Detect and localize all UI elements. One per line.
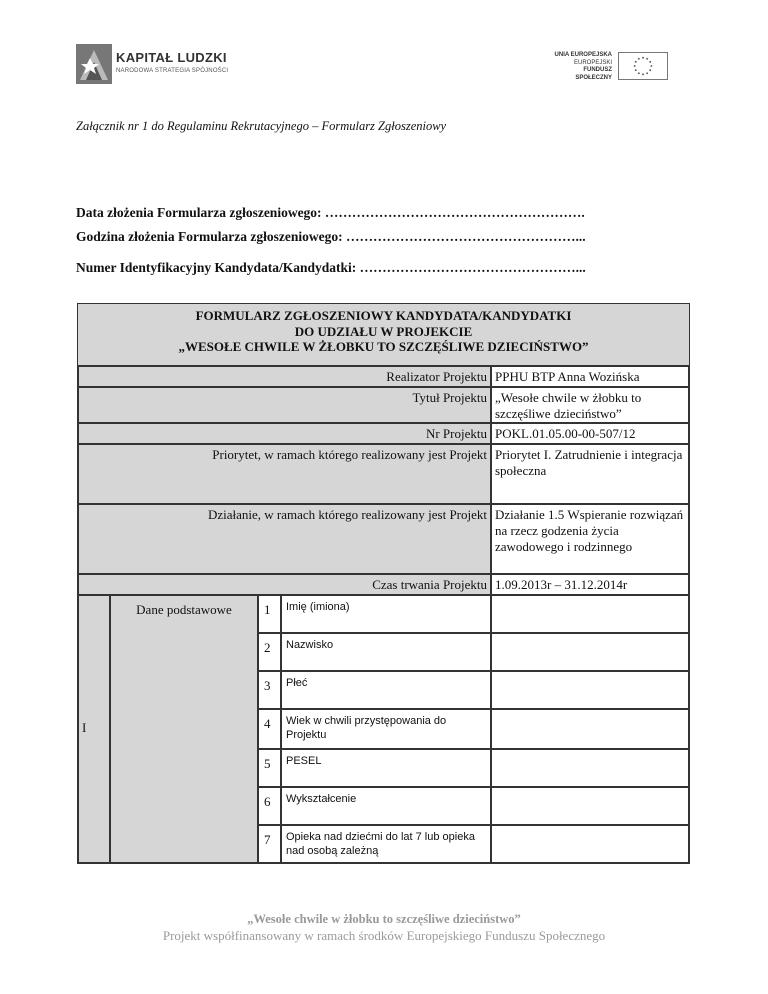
form-title	[78, 304, 689, 366]
annex-heading: Załącznik nr 1 do Regulaminu Rekrutacyjnego – Formularz Zgłoszeniowy	[76, 119, 447, 133]
project-row-label: Tytuł Projektu	[78, 387, 491, 423]
row-label: PESEL	[281, 749, 491, 787]
project-row-value: „Wesołe chwile w żłobku to szczęśliwe dzieciństwo”	[491, 387, 689, 423]
row-number: 2	[258, 633, 281, 671]
row-number: 4	[258, 709, 281, 749]
pesel-input[interactable]	[491, 749, 689, 787]
footer-project-title: „Wesołe chwile w żłobku to szczęśliwe dzieciństwo”	[247, 912, 521, 926]
project-row-value: POKL.01.05.00-00-507/12	[491, 423, 689, 444]
first-name-input[interactable]	[491, 595, 689, 633]
age-input[interactable]	[491, 709, 689, 749]
project-row-label: Działanie, w ramach którego realizowany jest Projekt	[78, 504, 491, 574]
row-label: Wykształcenie	[281, 787, 491, 825]
form-title-line3: „WESOŁE CHWILE W ŻŁOBKU TO SZCZĘŚLIWE DZIECIŃSTWO”	[178, 339, 589, 354]
row-label: Nazwisko	[281, 633, 491, 671]
section-title: Dane podstawowe	[110, 595, 258, 863]
row-label: Opieka nad dziećmi do lat 7 lub opieka nad osobą zależną	[281, 825, 491, 863]
candidate-id-line: Numer Identyfikacyjny Kandydata/Kandydatki: …………………………………………...	[76, 260, 586, 275]
eu-line2: EUROPEJSKI	[573, 59, 612, 66]
eu-logo-text	[548, 52, 612, 82]
project-row-label: Czas trwania Projektu	[78, 574, 491, 595]
eu-logo	[548, 52, 668, 84]
project-row-label: Nr Projektu	[78, 423, 491, 444]
row-number: 5	[258, 749, 281, 787]
row-number: 7	[258, 825, 281, 863]
kapital-ludzki-subtitle: NARODOWA STRATEGIA SPÓJNOŚCI	[116, 68, 229, 74]
form-title-line2: DO UDZIAŁU W PROJEKCIE	[294, 323, 473, 339]
row-number: 3	[258, 671, 281, 709]
row-label: Imię (imiona)	[281, 595, 491, 633]
project-row-value: 1.09.2013r – 31.12.2014r	[491, 574, 689, 595]
project-row-value: PPHU BTP Anna Wozińska	[491, 366, 689, 387]
eu-line3: FUNDUSZ SPOŁECZNY	[575, 67, 612, 81]
project-row-label: Realizator Projektu	[78, 366, 491, 387]
project-row-label: Priorytet, w ramach którego realizowany jest Projekt	[78, 444, 491, 504]
kapital-ludzki-logo	[76, 44, 256, 88]
row-number: 1	[258, 595, 281, 633]
section-roman-numeral: I	[78, 595, 110, 863]
project-row-value: Działanie 1.5 Wspieranie rozwiązań na rzecz godzenia życia zawodowego i rodzinnego	[491, 504, 689, 574]
kapital-ludzki-mark-icon	[76, 44, 112, 84]
row-label: Płeć	[281, 671, 491, 709]
row-number: 6	[258, 787, 281, 825]
project-row-value: Priorytet I. Zatrudnienie i integracja społeczna	[491, 444, 689, 504]
application-form-table	[77, 303, 690, 864]
row-label: Wiek w chwili przystępowania do Projektu	[281, 709, 491, 749]
footer-cofinancing-note: Projekt współfinansowany w ramach środków Europejskiego Funduszu Społecznego	[162, 928, 606, 943]
form-title-line1: FORMULARZ ZGŁOSZENIOWY KANDYDATA/KANDYDATKI	[195, 308, 572, 323]
care-input[interactable]	[491, 825, 689, 863]
submission-date-line: Data złożenia Formularza zgłoszeniowego: ………………………………………………….	[76, 205, 585, 220]
submission-hour-line: Godzina złożenia Formularza zgłoszeniowego: ……………………………………………...	[76, 229, 586, 244]
last-name-input[interactable]	[491, 633, 689, 671]
kapital-ludzki-title: KAPITAŁ LUDZKI	[116, 50, 227, 65]
eu-line1: UNIA EUROPEJSKA	[554, 52, 612, 58]
eu-flag-icon	[618, 52, 668, 80]
sex-input[interactable]	[491, 671, 689, 709]
education-input[interactable]	[491, 787, 689, 825]
